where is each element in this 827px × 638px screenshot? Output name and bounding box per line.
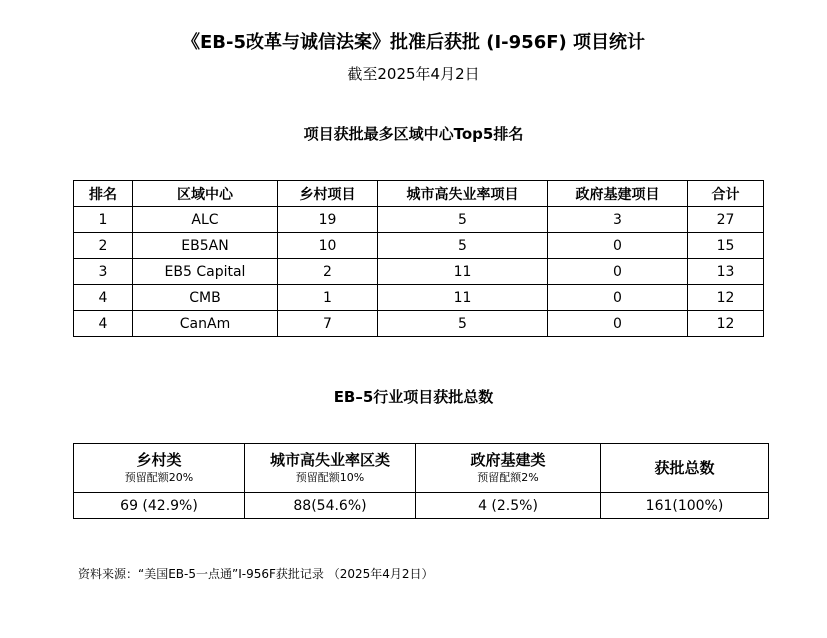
table-cell: 1: [278, 285, 378, 311]
source-note: 资料来源：“美国EB-5一点通”I-956F获批记录 （2025年4月2日）: [78, 567, 434, 581]
table-cell: 1: [74, 207, 133, 233]
header-cell-total-approved: [601, 444, 769, 493]
table-cell: 5: [378, 233, 548, 259]
table-row: [74, 207, 764, 233]
summary-section-title: EB–5行业项目获批总数: [333, 388, 494, 406]
ranking-section-title: 项目获批最多区域中心Top5排名: [303, 125, 524, 143]
table-cell: 2: [278, 259, 378, 285]
header-cell-infrastructure-projects: 政府基建项目: [548, 181, 688, 207]
table-cell: CanAm: [133, 311, 278, 337]
table-cell: 69 (42.9%): [74, 493, 245, 519]
table-cell: 0: [548, 311, 688, 337]
table-cell: 4: [74, 311, 133, 337]
table-header-row: [74, 444, 769, 493]
header-main-label: 乡村类: [136, 451, 182, 469]
header-cell-infrastructure-category: [416, 444, 601, 493]
page-title: 《EB-5改革与诚信法案》批准后获批 (I-956F) 项目统计: [181, 32, 646, 53]
table-cell: 161(100%): [601, 493, 769, 519]
header-quota-label: 预留配额20%: [124, 471, 194, 484]
table-cell: 4 (2.5%): [416, 493, 601, 519]
table-cell: EB5AN: [133, 233, 278, 259]
table-cell: 2: [74, 233, 133, 259]
table-header-row: [74, 181, 764, 207]
table-cell: 12: [688, 311, 764, 337]
table-row: [74, 285, 764, 311]
header-cell-high-unemployment-category: [245, 444, 416, 493]
table-cell: 4: [74, 285, 133, 311]
header-main-label: 政府基建类: [470, 451, 546, 469]
ranking-table: [73, 180, 764, 337]
table-cell: 11: [378, 285, 548, 311]
table-cell: ALC: [133, 207, 278, 233]
table-cell: 5: [378, 311, 548, 337]
header-cell-high-unemployment-projects: 城市高失业率项目: [378, 181, 548, 207]
table-cell: 12: [688, 285, 764, 311]
table-cell: EB5 Capital: [133, 259, 278, 285]
header-cell-rank: 排名: [74, 181, 133, 207]
table-cell: 15: [688, 233, 764, 259]
table-cell: CMB: [133, 285, 278, 311]
header-main-label: 城市高失业率区类: [269, 451, 390, 469]
table-cell: 7: [278, 311, 378, 337]
table-row: [74, 311, 764, 337]
header-quota-label: 预留配额2%: [477, 471, 539, 484]
header-cell-regional-center: 区域中心: [133, 181, 278, 207]
header-cell-total: 合计: [688, 181, 764, 207]
table-cell: 0: [548, 259, 688, 285]
table-cell: 27: [688, 207, 764, 233]
summary-table: [73, 443, 769, 519]
table-row: [74, 233, 764, 259]
header-cell-rural-category: [74, 444, 245, 493]
page-subtitle-date: 截至2025年4月2日: [347, 65, 480, 83]
header-quota-label: 预留配额10%: [295, 471, 365, 484]
table-cell: 19: [278, 207, 378, 233]
table-cell: 3: [548, 207, 688, 233]
table-cell: 0: [548, 233, 688, 259]
header-cell-rural-projects: 乡村项目: [278, 181, 378, 207]
header-main-label: 获批总数: [654, 459, 715, 477]
table-cell: 10: [278, 233, 378, 259]
table-cell: 0: [548, 285, 688, 311]
table-cell: 13: [688, 259, 764, 285]
table-row: [74, 493, 769, 519]
table-cell: 11: [378, 259, 548, 285]
table-cell: 5: [378, 207, 548, 233]
table-row: [74, 259, 764, 285]
table-cell: 3: [74, 259, 133, 285]
table-cell: 88(54.6%): [245, 493, 416, 519]
